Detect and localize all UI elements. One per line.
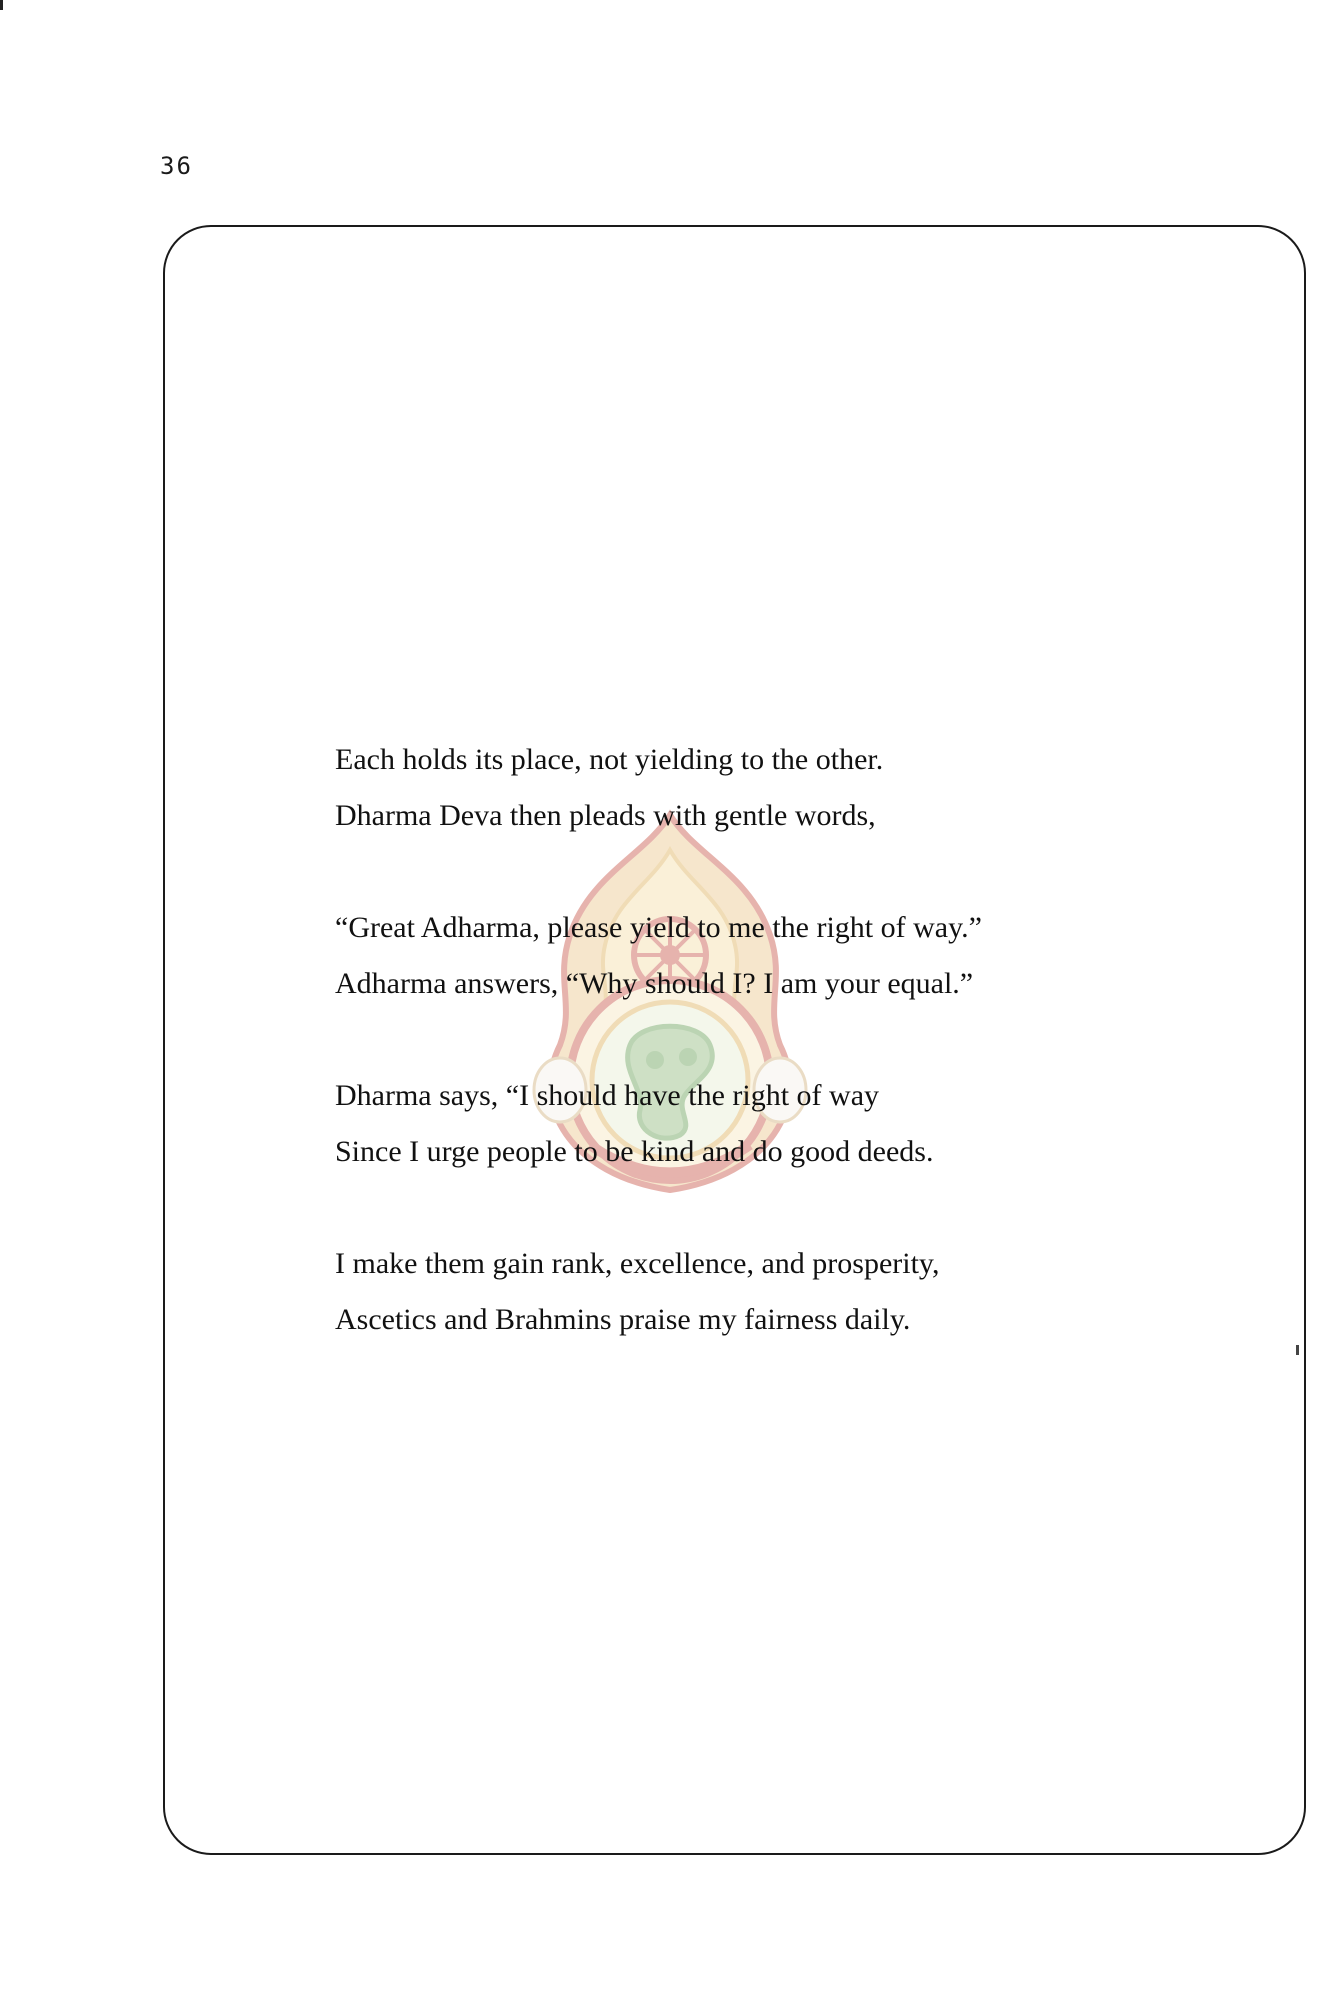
scan-speck [1296,1345,1299,1355]
poem-line: Dharma says, “I should have the right of way [335,1079,880,1112]
page-number: 36 [160,152,193,180]
poem-stanza [335,732,1235,844]
poem [335,732,1235,1348]
poem-stanza [335,1068,1235,1180]
poem-line: I make them gain rank, excellence, and prosperity, [335,1247,940,1280]
poem-line: Each holds its place, not yielding to the other. [335,743,884,776]
poem-line: Dharma Deva then pleads with gentle words, [335,799,876,832]
poem-line: Ascetics and Brahmins praise my fairness daily. [335,1303,911,1336]
scan-corner-mark [0,0,3,10]
poem-stanza [335,1236,1235,1348]
poem-line: Since I urge people to be kind and do good deeds. [335,1135,934,1168]
poem-line: Adharma answers, “Why should I? I am your equal.” [335,967,974,1000]
poem-stanza [335,900,1235,1012]
poem-line: “Great Adharma, please yield to me the right of way.” [335,911,982,944]
